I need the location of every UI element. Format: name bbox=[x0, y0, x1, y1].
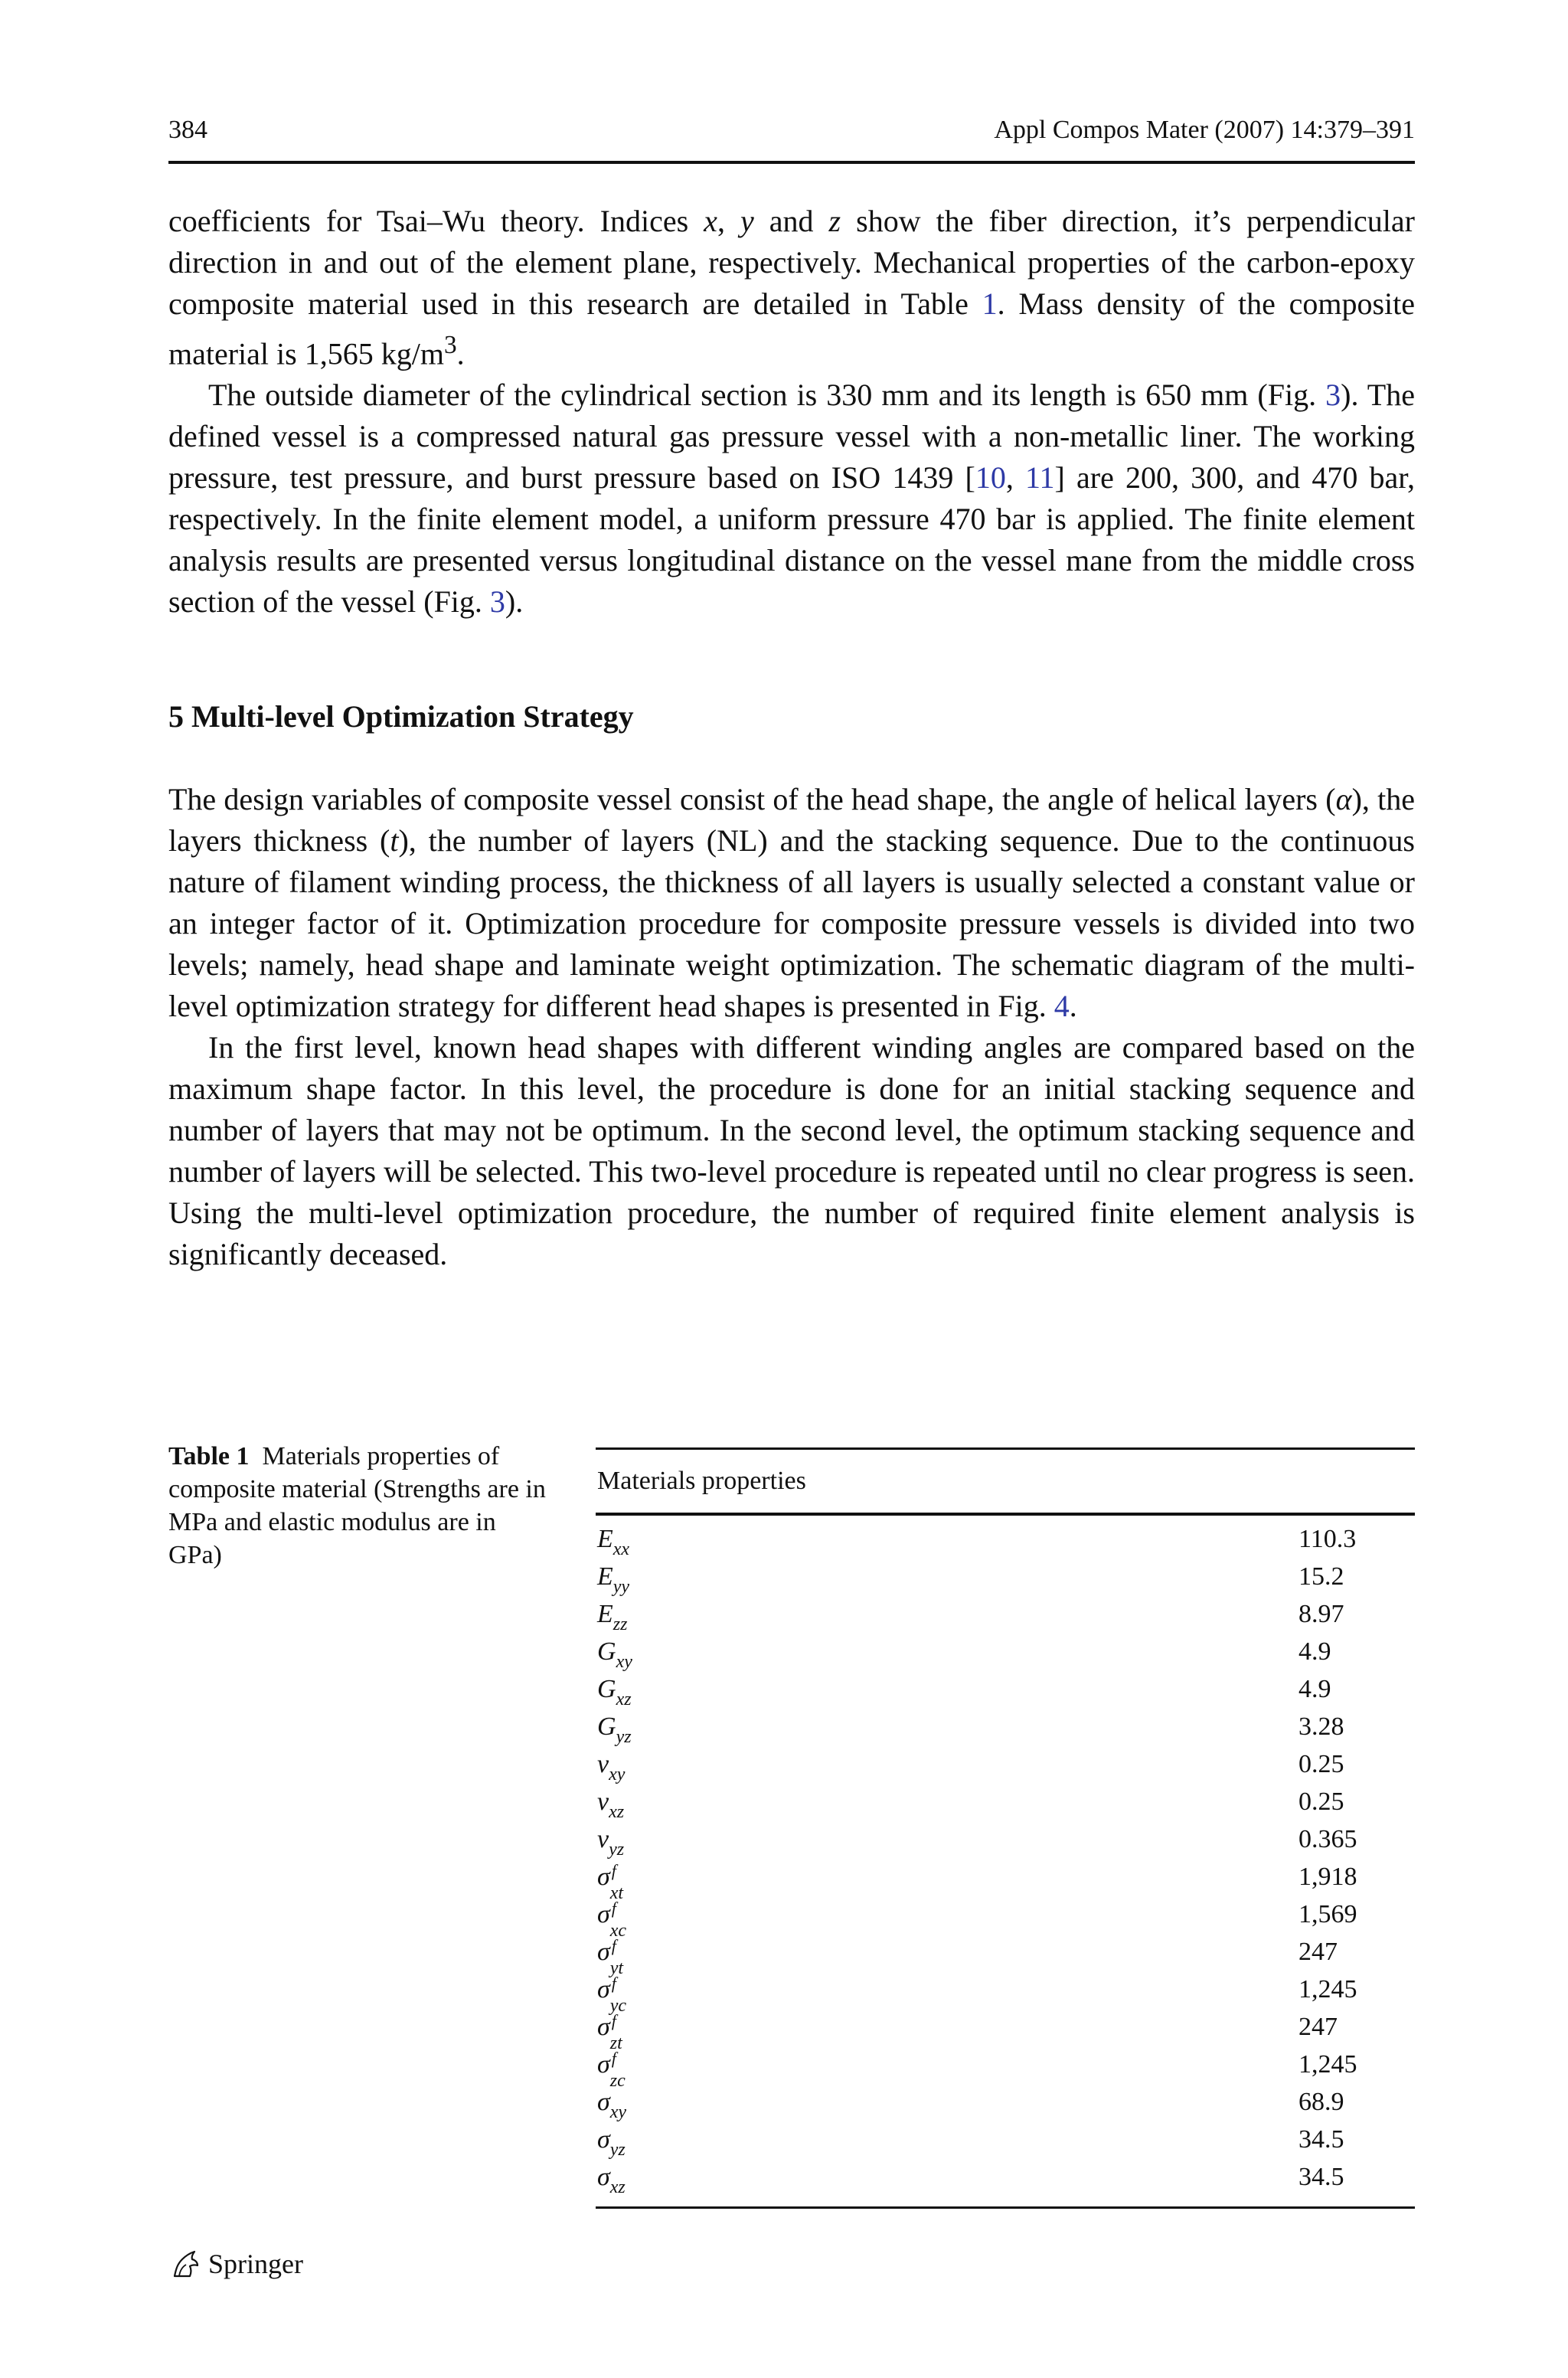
table-row bbox=[596, 1558, 1415, 1595]
property-symbol: $\nu_{xz}$ bbox=[597, 1788, 625, 1822]
property-symbol: $\sigma_{xy}$ bbox=[597, 2088, 627, 2122]
property-symbol: $\nu_{xy}$ bbox=[597, 1750, 626, 1784]
table-row bbox=[596, 1896, 1415, 1941]
table-row bbox=[596, 1595, 1415, 1633]
table-row bbox=[596, 1971, 1415, 2016]
property-value: 4.9 bbox=[1298, 1637, 1331, 1666]
property-symbol: $G_{xz}$ bbox=[597, 1675, 632, 1709]
property-value: 68.9 bbox=[1298, 2088, 1344, 2116]
property-symbol: $\sigma_{xz}$ bbox=[597, 2163, 626, 2197]
section-heading: 5 Multi-level Optimization Strategy bbox=[168, 699, 634, 734]
property-value: 4.9 bbox=[1298, 1675, 1331, 1703]
paragraph-design-variables: The design variables of composite vessel consist of the head shape, the angle of helical layers (α), the layers thickness (t), the number of layers (NL) and the stacking sequence. Due to the continuous nature of filament winding process, the thickness of all layers is usually selected a constant value or an integer factor of it. Optimization procedure for composite pressure vessels is divided into two levels; namely, head shape and laminate weight optimization. The schematic diagram of the multi-level optimization strategy for different head shapes is presented in Fig. 4. bbox=[168, 782, 1415, 1024]
publisher-name: Springer bbox=[208, 2249, 303, 2279]
property-symbol: σ f xc bbox=[597, 1899, 627, 1941]
materials-properties-table bbox=[596, 1447, 1415, 2209]
table-row bbox=[596, 1933, 1415, 1978]
table-row bbox=[596, 1820, 1415, 1858]
journal-reference: Appl Compos Mater (2007) 14:379–391 bbox=[994, 116, 1415, 144]
table-row bbox=[596, 2158, 1415, 2196]
table-row bbox=[596, 1670, 1415, 1708]
table-caption bbox=[168, 1440, 551, 1572]
citation-10-link[interactable]: 10 bbox=[975, 460, 1006, 496]
property-value: 8.97 bbox=[1298, 1600, 1344, 1628]
property-value: 3.28 bbox=[1298, 1712, 1344, 1741]
table-row bbox=[596, 1783, 1415, 1820]
property-symbol: σ f yt bbox=[597, 1936, 624, 1978]
property-value: 0.365 bbox=[1298, 1825, 1357, 1853]
property-value: 34.5 bbox=[1298, 2125, 1344, 2154]
property-symbol: $E_{yy}$ bbox=[597, 1562, 630, 1597]
property-value: 247 bbox=[1298, 2013, 1338, 2041]
article-body bbox=[168, 201, 1415, 1275]
figure-4-reference-link[interactable]: 4 bbox=[1054, 989, 1070, 1024]
property-symbol: $G_{yz}$ bbox=[597, 1712, 632, 1747]
property-value: 1,245 bbox=[1298, 2050, 1357, 2079]
table-row bbox=[596, 2083, 1415, 2121]
table-row bbox=[596, 2008, 1415, 2053]
table-body bbox=[596, 1516, 1415, 2206]
property-symbol: σ f zc bbox=[597, 2049, 626, 2091]
property-symbol: σ f xt bbox=[597, 1861, 624, 1903]
property-symbol: $\nu_{yz}$ bbox=[597, 1825, 625, 1860]
property-value: 247 bbox=[1298, 1938, 1338, 1966]
publisher-footer bbox=[168, 2247, 303, 2281]
property-symbol: σ f zt bbox=[597, 2011, 622, 2053]
property-value: 15.2 bbox=[1298, 1562, 1344, 1591]
table-row bbox=[596, 1520, 1415, 1558]
paragraph-tsai-wu: coefficients for Tsai–Wu theory. Indices x, y and z show the fiber direction, it’s perpendicular direction in and out of the element plane, respectively. Mechanical properties of the carbon-epoxy composite material used in this research are detailed in Table 1. Mass density of the composite material is 1,565 $kg/m^3$. bbox=[168, 204, 1415, 371]
table-row bbox=[596, 1633, 1415, 1670]
table-caption-label: Table 1 bbox=[168, 1442, 250, 1470]
page-number: 384 bbox=[168, 116, 207, 144]
property-value: 1,569 bbox=[1298, 1900, 1357, 1928]
property-symbol: $E_{xx}$ bbox=[597, 1525, 630, 1559]
property-symbol: $\sigma_{yz}$ bbox=[597, 2125, 626, 2160]
springer-horse-icon bbox=[168, 2247, 202, 2281]
figure-3-reference-link-2[interactable]: 3 bbox=[489, 584, 505, 620]
table-row bbox=[596, 1745, 1415, 1783]
running-header bbox=[168, 115, 1415, 164]
citation-11-link[interactable]: 11 bbox=[1025, 460, 1055, 496]
paragraph-vessel-geometry: The outside diameter of the cylindrical section is 330 mm and its length is 650 mm (Fig. 3). The defined vessel is a compressed natural gas pressure vessel with a non-metallic liner. The working pressure, test pressure, and burst pressure based on ISO 1439 [10, 11] are 200, 300, and 470 bar, respectively. In the finite element model, a uniform pressure 470 bar is applied. The finite element analysis results are presented versus longitudinal distance on the vessel mane from the middle cross section of the vessel (Fig. 3). bbox=[168, 378, 1416, 620]
table-caption-text: Materials properties of composite material (Strengths are in MPa and elastic modulus are in GPa) bbox=[168, 1442, 546, 1569]
property-symbol: $G_{xy}$ bbox=[597, 1637, 632, 1672]
table-column-header: Materials properties bbox=[596, 1450, 1415, 1516]
table-row bbox=[596, 1708, 1415, 1745]
paragraph-two-level-procedure: In the first level, known head shapes with different winding angles are compared based on the maximum shape factor. In this level, the procedure is done for an initial stacking sequence and number of layers that may not be optimum. In the second level, the optimum stacking sequence and number of layers will be selected. This two-level procedure is repeated until no clear progress is seen. Using the multi-level optimization procedure, the number of required finite element analysis is significantly deceased. bbox=[168, 1030, 1415, 1272]
table-row bbox=[596, 1858, 1415, 1903]
table-row bbox=[596, 2046, 1415, 2091]
property-value: 1,245 bbox=[1298, 1975, 1357, 2003]
property-value: 0.25 bbox=[1298, 1788, 1344, 1816]
property-symbol: $E_{zz}$ bbox=[597, 1600, 628, 1634]
figure-3-reference-link[interactable]: 3 bbox=[1325, 378, 1341, 413]
property-value: 34.5 bbox=[1298, 2163, 1344, 2191]
property-value: 0.25 bbox=[1298, 1750, 1344, 1778]
property-value: 1,918 bbox=[1298, 1863, 1357, 1891]
property-symbol: σ f yc bbox=[597, 1974, 627, 2016]
table-row bbox=[596, 2121, 1415, 2158]
table-1-reference-link[interactable]: 1 bbox=[982, 286, 998, 321]
property-value: 110.3 bbox=[1298, 1525, 1357, 1553]
